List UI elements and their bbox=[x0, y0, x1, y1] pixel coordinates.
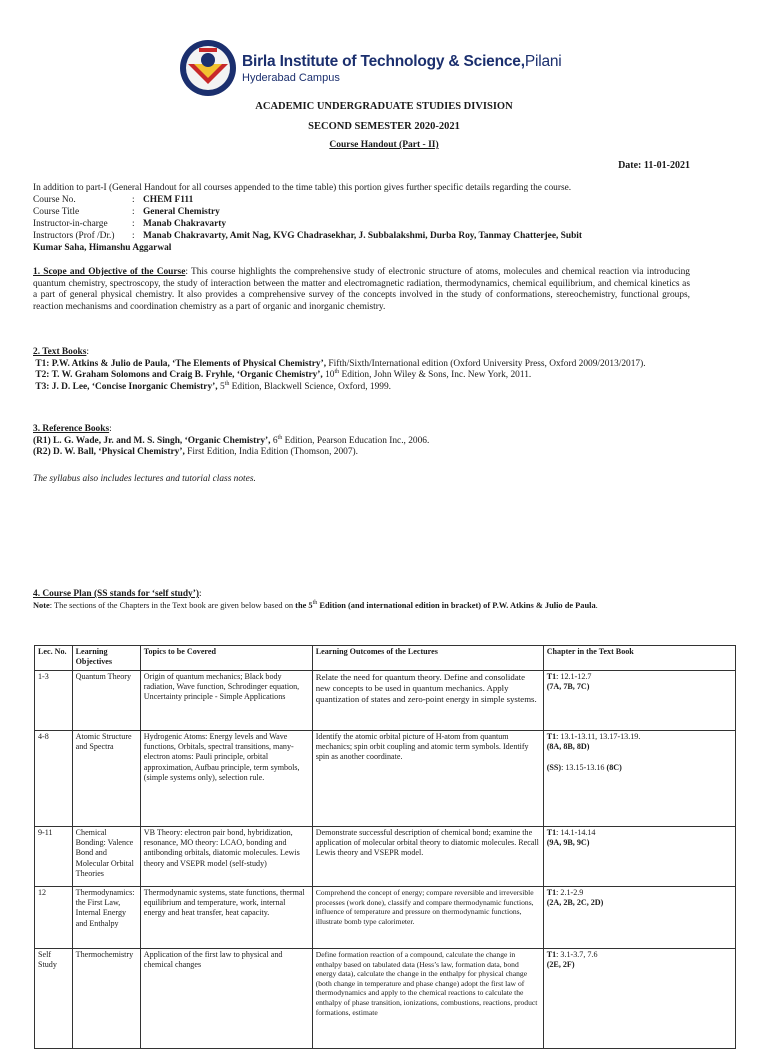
table-row bbox=[35, 949, 736, 1049]
cell-chapter: T1: 12.1-12.7 (7A, 7B, 7C) bbox=[543, 671, 735, 731]
table-row bbox=[35, 731, 736, 827]
cell-lec: 12 bbox=[35, 887, 73, 949]
intro-paragraph: In addition to part-I (General Handout for all courses appended to the time table) this portion gives further specific details regarding the course. bbox=[33, 183, 572, 193]
cell-topics: VB Theory: electron pair bond, hybridization, resonance, MO theory: LCAO, bonding and antibonding orbitals, diatomic molecules. Lewis theory and VSEPR model (self-study) bbox=[140, 827, 312, 887]
cell-lec: 9-11 bbox=[35, 827, 73, 887]
textbooks-heading: 2. Text Books bbox=[33, 347, 87, 357]
institute-name: Birla Institute of Technology & Science,Pilani bbox=[242, 52, 562, 70]
cell-outcomes: Demonstrate successful description of chemical bond; examine the application of molecular orbital theory to diatomic molecules. Recall Lewis theory and VSEPR model. bbox=[312, 827, 543, 887]
col-chapter: Chapter in the Text Book bbox=[543, 646, 735, 671]
instructor-in-charge-row: Instructor-in-charge : Manab Chakravarty bbox=[33, 219, 227, 229]
cell-objective: Thermochemistry bbox=[72, 949, 140, 1049]
institute-logo bbox=[178, 37, 588, 99]
cell-chapter: T1: 14.1-14.14 (9A, 9B, 9C) bbox=[543, 827, 735, 887]
handout-title: Course Handout (Part - II) bbox=[329, 140, 439, 150]
division-title: ACADEMIC UNDERGRADUATE STUDIES DIVISION bbox=[255, 101, 513, 112]
table-row bbox=[35, 827, 736, 887]
cell-objective: Thermodynamics: the First Law, Internal Energy and Enthalpy bbox=[72, 887, 140, 949]
table-row bbox=[35, 887, 736, 949]
course-number-row: Course No. : CHEM F111 bbox=[33, 195, 194, 205]
cell-objective: Quantum Theory bbox=[72, 671, 140, 731]
col-learning-objectives: Learning Objectives bbox=[72, 646, 140, 671]
course-title-row: Course Title : General Chemistry bbox=[33, 207, 220, 217]
references-section: 3. Reference Books: (R1) L. G. Wade, Jr. and M. S. Singh, ‘Organic Chemistry’, 6th Edition, Pearson Education Inc., 2006. (R2) D. W. Ball, ‘Physical Chemistry’, First Edition, India Edition (Thomson, 2007). bbox=[33, 424, 430, 458]
cell-objective: Chemical Bonding: Valence Bond and Molecular Orbital Theories bbox=[72, 827, 140, 887]
syllabus-note: The syllabus also includes lectures and tutorial class notes. bbox=[33, 474, 256, 484]
bits-emblem-icon bbox=[178, 38, 238, 98]
cell-lec: 1-3 bbox=[35, 671, 73, 731]
col-topics: Topics to be Covered bbox=[140, 646, 312, 671]
scope-body: : This course highlights the comprehensive study of electronic structure of atoms, molecules and chemical reaction via introducing quantum chemistry, spectroscopy, the study of interaction between the matter and electromagnetic radiation, thermodynamics, chemical equilibrium, and chemical kinetics as a part of general physical chemistry. It also provides a comprehensive survey of the concepts involved in the study of conformations, stereochemistry, functional groups, reaction mechanisms and coordination chemistry as a part of organic and inorganic chemistry. bbox=[33, 267, 690, 313]
course-plan-table bbox=[34, 645, 736, 1049]
cell-chapter: T1: 3.1-3.7, 7.6 (2E, 2F) bbox=[543, 949, 735, 1049]
cell-topics: Thermodynamic systems, state functions, thermal equilibrium and temperature, work, internal energy and heat transfer, heat capacity. bbox=[140, 887, 312, 949]
instructors-row: Instructors (Prof /Dr.) : Manab Chakravarty, Amit Nag, KVG Chadrasekhar, J. Subbalakshmi, Durba Roy, Tanmay Chatterjee, Subit Kumar Saha, Himanshu Aggarwal bbox=[33, 231, 583, 253]
table-row bbox=[35, 671, 736, 731]
col-outcomes: Learning Outcomes of the Lectures bbox=[312, 646, 543, 671]
cell-lec: 4-8 bbox=[35, 731, 73, 827]
scope-heading: 1. Scope and Objective of the Course bbox=[33, 267, 186, 277]
course-plan-note: Note: The sections of the Chapters in the Text book are given below based on the 5th Edition (and international edition in bracket) of P.W. Atkins & Julio de Paula. bbox=[33, 600, 598, 610]
cell-topics: Origin of quantum mechanics; Black body radiation, Wave function, Schrodinger equation, Uncertainty principle - Simple Applications bbox=[140, 671, 312, 731]
table-header-row bbox=[35, 646, 736, 671]
references-heading: 3. Reference Books bbox=[33, 424, 110, 434]
cell-objective: Atomic Structure and Spectra bbox=[72, 731, 140, 827]
cell-topics: Application of the first law to physical and chemical changes bbox=[140, 949, 312, 1049]
course-plan-heading: 4. Course Plan (SS stands for ‘self study’): bbox=[33, 589, 202, 599]
cell-outcomes: Comprehend the concept of energy; compare reversible and irreversible processes (work done), classify and compare thermodynamic functions, influence of temperature and pressure on thermodynamic functions, illustrate bomb type calorimeter. bbox=[312, 887, 543, 949]
cell-topics: Hydrogenic Atoms: Energy levels and Wave functions, Orbitals, spectral transitions, many-electron atoms: Pauli principle, orbital approximation, Aufbau principle, term symbols, (simple systems only), selection rule. bbox=[140, 731, 312, 827]
handout-date: Date: 11-01-2021 bbox=[618, 160, 690, 171]
cell-outcomes: Identify the atomic orbital picture of H-atom from quantum mechanics; spin orbit coupling and atomic term symbols. Identify spin as another coordinate. bbox=[312, 731, 543, 827]
textbooks-section: 2. Text Books: T1: P.W. Atkins & Julio de Paula, ‘The Elements of Physical Chemistry’, Fifth/Sixth/International edition (Oxford University Press, Oxford 2009/2013/2017). T2: T. W. Graham Solomons and Craig B. Fryhle, ‘Organic Chemistry’, 10th Edition, John Wiley & Sons, Inc. New York, 2011. T3: J. D. Lee, ‘Concise Inorganic Chemistry’, 5th Edition, Blackwell Science, Oxford, 1999. bbox=[33, 347, 646, 393]
cell-lec: Self Study bbox=[35, 949, 73, 1049]
cell-outcomes: Define formation reaction of a compound, calculate the change in enthalpy based on tabulated data (Hess’s law, formation data, bond energy data), calculate the change in the enthalpy for physical change (both change in temperature and phase change) adopt the first law of thermodynamics and apply to the chemical reactions to calculate the enthalpy of phase transition, ionizations, combustions, reactions, product formations, estimate bbox=[312, 949, 543, 1049]
cell-chapter: T1: 13.1-13.11, 13.17-13.19. (8A, 8B, 8D) (SS): 13.15-13.16 (8C) bbox=[543, 731, 735, 827]
cell-outcomes: Relate the need for quantum theory. Define and consolidate new concepts to be used in quantum mechanics. Apply quantization of states and zero-point energy in simple systems. bbox=[312, 671, 543, 731]
campus-name: Hyderabad Campus bbox=[242, 71, 340, 84]
scope-section bbox=[33, 267, 690, 314]
cell-chapter: T1: 2.1-2.9 (2A, 2B, 2C, 2D) bbox=[543, 887, 735, 949]
semester-title: SECOND SEMESTER 2020-2021 bbox=[308, 121, 460, 132]
col-lec-no: Lec. No. bbox=[35, 646, 73, 671]
